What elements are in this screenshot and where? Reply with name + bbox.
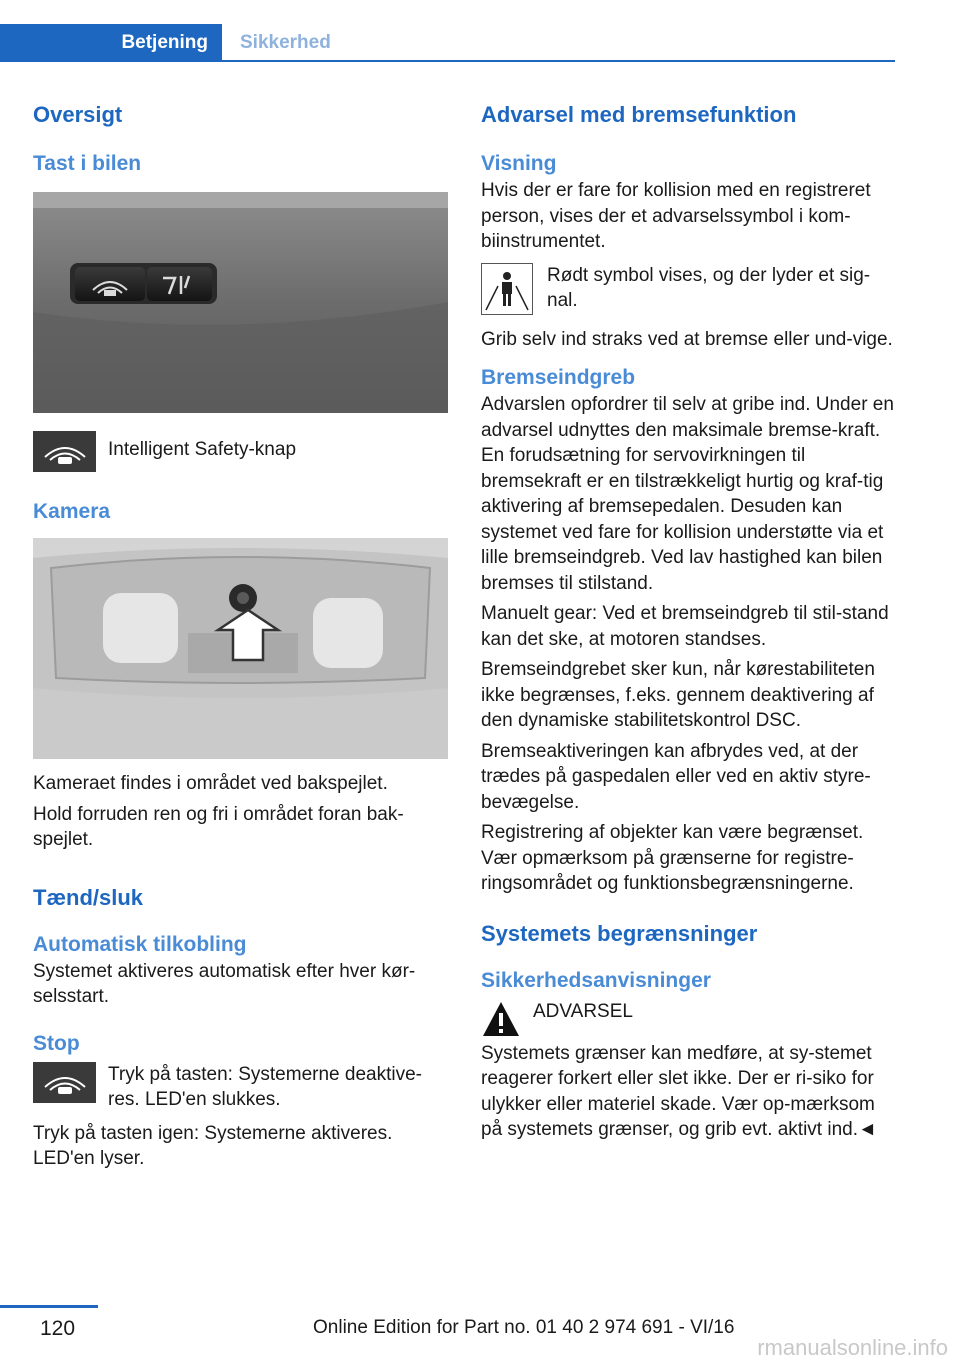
brake-text-3: Bremseindgrebet sker kun, når kørestabiliteten ikke begrænses, f.eks. gennem deaktivering af den dynamiske stabilitetskontrol DSC. <box>481 659 875 731</box>
heading-oversigt: Oversigt <box>33 102 123 127</box>
warning-text: Systemets grænser kan medføre, at sy‐stemet reagerer forkert eller slet ikke. Der er ri‐siko for ulykker eller materiel skade. Vær op‐mærksom på systemets grænser, og grib evt. aktivt ind.◄ <box>481 1042 877 1140</box>
button-caption-row <box>33 431 448 472</box>
display-icon-text: Rødt symbol vises, og der lyder et sig‐nal. <box>547 264 871 311</box>
tab-sikkerhed[interactable]: Sikkerhed <box>240 32 331 53</box>
camera-photo <box>33 538 448 759</box>
pedestrian-warning-icon <box>481 263 533 315</box>
brake-text-5: Registrering af objekter kan være begrænset. Vær opmærksom på grænserne for registre‐ringsområdet og funktionsbegrænsningerne. <box>481 822 864 894</box>
header-rule <box>0 60 895 62</box>
brake-text-1: Advarslen opfordrer til selv at gribe ind. Under en advarsel udnyttes den maksimale bremse‐kraft. En forudsætning for servovirkningen til bremsekraft er en tilstrækkeligt hurtig og kraf‐tig aktivering af bremsepedalen. Desuden kan systemet ved fare for kollision understøtte via et lille bremseindgreb. Ved lav hastighed kan bilen bremses til stilstand. <box>481 394 894 594</box>
button-caption: Intelligent Safety-knap <box>108 439 297 460</box>
auto-text: Systemet aktiveres automatisk efter hver kør‐selsstart. <box>33 960 416 1007</box>
warning-triangle-icon <box>481 999 521 1039</box>
watermark: rmanualsonline.info <box>757 1335 948 1360</box>
display-text-2: Grib selv ind straks ved at bremse eller und‐vige. <box>481 328 893 350</box>
stop-icon-text: Tryk på tasten: Systemerne deaktive‐res. LED'en slukkes. <box>108 1063 422 1110</box>
tab-betjening[interactable]: Betjening <box>0 24 222 62</box>
button-photo <box>33 192 448 413</box>
stop-row <box>33 1062 448 1113</box>
heading-visning: Visning <box>481 152 557 175</box>
warning-label: ADVARSEL <box>533 1000 633 1022</box>
heading-taend-sluk: Tænd/sluk <box>33 884 144 910</box>
heading-sikkerhedsanvisninger: Sikkerhedsanvisninger <box>481 968 711 992</box>
heading-automatisk-tilkobling: Automatisk tilkobling <box>33 932 247 956</box>
intelligent-safety-icon <box>33 431 96 472</box>
camera-text-2: Hold forruden ren og fri i området foran bak‐spejlet. <box>33 803 404 850</box>
left-column <box>33 100 448 1172</box>
warning-row <box>481 999 896 1039</box>
edition-note: Online Edition for Part no. 01 40 2 974 691 - VI/16 <box>313 1317 735 1338</box>
heading-advarsel-bremsefunktion: Advarsel med bremsefunktion <box>481 102 797 127</box>
right-column <box>481 100 896 1143</box>
brake-text-2: Manuelt gear: Ved et bremseindgreb til stil‐stand kan det ske, at motoren standses. <box>481 603 889 650</box>
header-tabs <box>0 24 895 62</box>
page-number: 120 <box>40 1317 76 1340</box>
brake-text-4: Bremseaktiveringen kan afbrydes ved, at der trædes på gaspedalen eller ved en aktiv styre‐bevægelse. <box>481 740 871 813</box>
heading-stop: Stop <box>33 1031 80 1055</box>
heading-tast-i-bilen: Tast i bilen <box>33 152 142 175</box>
heading-bremseindgreb: Bremseindgreb <box>481 366 636 389</box>
display-icon-row <box>481 263 896 315</box>
display-text: Hvis der er fare for kollision med en registreret person, vises der et advarselssymbol i kom‐biinstrumentet. <box>481 180 871 252</box>
stop-text: Tryk på tasten igen: Systemerne aktiveres. LED'en lyser. <box>33 1122 393 1169</box>
heading-kamera: Kamera <box>33 500 111 523</box>
footer-rule <box>0 1305 98 1308</box>
intelligent-safety-icon-stop <box>33 1062 96 1103</box>
camera-text-1: Kameraet findes i området ved bakspejlet. <box>33 773 388 794</box>
heading-systemets-begraensninger: Systemets begrænsninger <box>481 920 758 946</box>
